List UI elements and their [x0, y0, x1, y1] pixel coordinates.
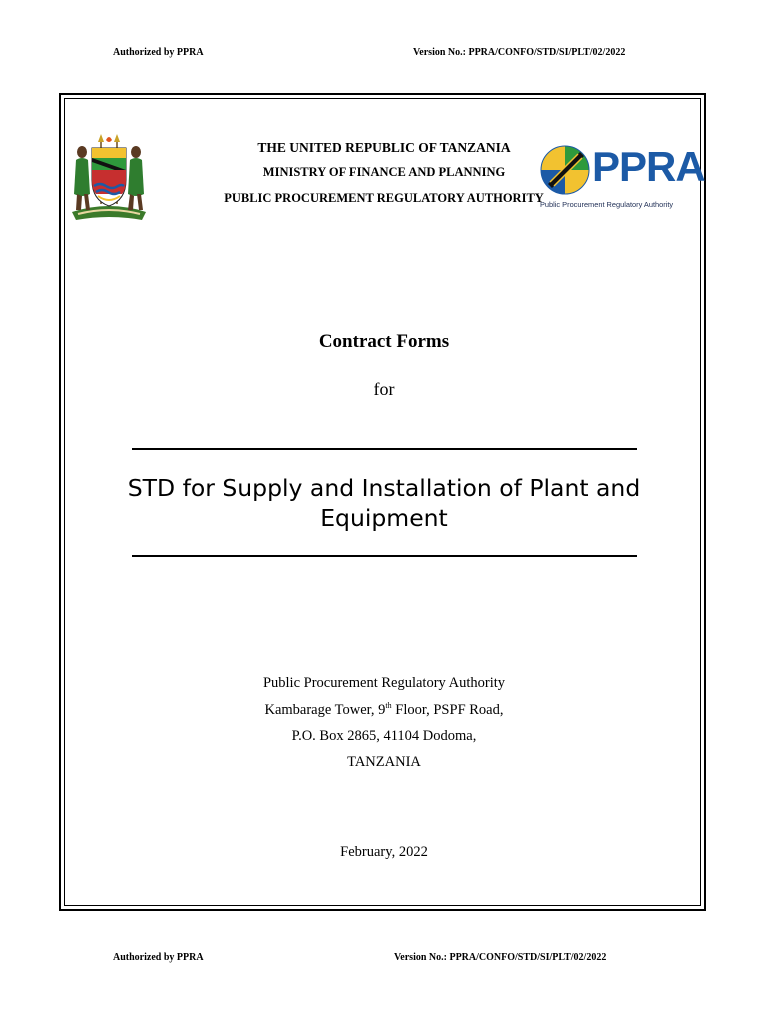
address-line2-sup: th	[385, 701, 392, 710]
std-title	[0, 473, 768, 533]
header-version: Version No.: PPRA/CONFO/STD/SI/PLT/02/2022	[413, 47, 626, 58]
address-line2-pre: Kambarage Tower, 9	[264, 701, 386, 718]
std-title-line1: STD for Supply and Installation of Plant and	[127, 474, 641, 502]
address-line4: TANZANIA	[347, 754, 421, 770]
ppra-logo	[538, 142, 705, 216]
address-line3: P.O. Box 2865, 41104 Dodoma,	[291, 728, 477, 744]
gov-line-republic: THE UNITED REPUBLIC OF TANZANIA	[257, 140, 511, 155]
gov-line-ministry: MINISTRY OF FINANCE AND PLANNING	[262, 165, 506, 179]
document-for: for	[373, 379, 395, 399]
ppra-logo-subtitle: Public Procurement Regulatory Authority	[540, 200, 674, 209]
address-line2-post: Floor, PSPF Road,	[391, 701, 504, 718]
ppra-emblem-icon	[538, 142, 592, 198]
std-title-line2: Equipment	[320, 504, 448, 532]
ppra-logo-text: PPRA	[592, 143, 705, 190]
document-date: February, 2022	[340, 844, 428, 860]
header-authorized: Authorized by PPRA	[113, 47, 204, 58]
gov-line-authority: PUBLIC PROCUREMENT REGULATORY AUTHORITY	[224, 191, 544, 205]
footer-version: Version No.: PPRA/CONFO/STD/SI/PLT/02/2022	[394, 952, 607, 963]
rule-top	[132, 448, 637, 450]
footer-authorized: Authorized by PPRA	[113, 952, 204, 963]
document-title: Contract Forms	[318, 331, 450, 352]
rule-bottom	[132, 555, 637, 557]
address-line1: Public Procurement Regulatory Authority	[262, 675, 506, 691]
address-line2	[0, 701, 768, 719]
